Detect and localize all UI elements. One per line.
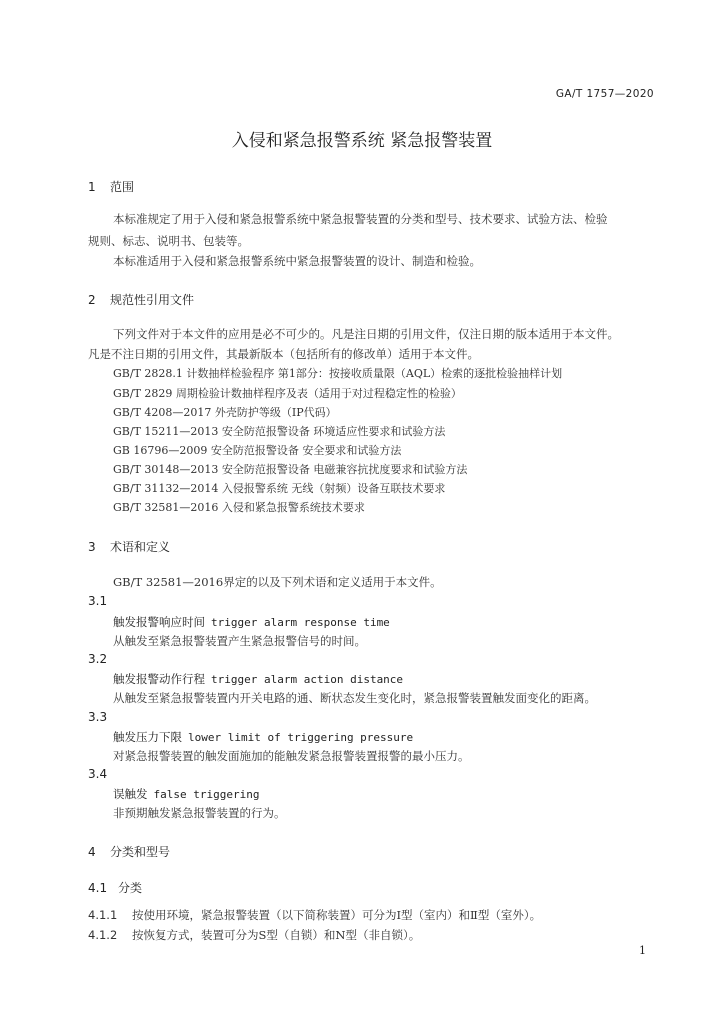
term-en: lower limit of triggering pressure: [188, 731, 414, 744]
term-definition: 对紧急报警装置的触发面施加的能触发紧急报警装置报警的最小压力。: [113, 749, 470, 763]
section-title: 分类和型号: [110, 845, 171, 859]
term-zh: 触发报警响应时间: [113, 615, 205, 629]
clause-text: 按恢复方式，装置可分为S型（自锁）和N型（非自锁）。: [132, 928, 421, 942]
reference-item: GB/T 2828.1 计数抽样检验程序 第1部分：按接收质量限（AQL）检索的逐批检验抽样计划: [113, 367, 563, 380]
term-entry: [113, 786, 259, 802]
section-title: 范围: [110, 180, 135, 194]
section-2-heading: [88, 291, 194, 308]
paragraph-line: GB/T 32581—2016界定的以及下列术语和定义适用于本文件。: [113, 575, 442, 589]
term-definition: 非预期触发紧急报警装置的行为。: [113, 806, 286, 820]
term-definition: 从触发至紧急报警装置产生紧急报警信号的时间。: [113, 634, 366, 648]
section-1-heading: [88, 178, 134, 195]
section-title: 规范性引用文件: [110, 293, 195, 307]
reference-item: GB/T 30148—2013 安全防范报警设备 电磁兼容抗扰度要求和试验方法: [113, 463, 468, 476]
term-en: trigger alarm action distance: [211, 673, 404, 686]
reference-item: GB/T 31132—2014 入侵报警系统 无线（射频）设备互联技术要求: [113, 482, 446, 495]
term-zh: 触发压力下限: [113, 730, 182, 744]
term-number: 3.2: [88, 652, 108, 666]
reference-item: GB 16796—2009 安全防范报警设备 安全要求和试验方法: [113, 444, 402, 457]
subsection-4-1-heading: [88, 879, 142, 896]
term-zh: 误触发: [113, 787, 148, 801]
section-number: 3: [88, 540, 96, 554]
document-title: 入侵和紧急报警系统 紧急报警装置: [231, 131, 493, 151]
subsection-title: 分类: [118, 881, 143, 895]
clause-number: 4.1.1: [88, 908, 118, 922]
section-number: 2: [88, 293, 96, 307]
subsection-number: 4.1: [88, 881, 108, 895]
term-entry: [113, 614, 390, 630]
clause-text: 按使用环境，紧急报警装置（以下简称装置）可分为Ⅰ型（室内）和Ⅱ型（室外）。: [132, 908, 542, 922]
term-zh: 触发报警动作行程: [113, 672, 205, 686]
section-number: 1: [88, 180, 96, 194]
reference-item: GB/T 4208—2017 外壳防护等级（IP代码）: [113, 406, 337, 419]
term-en: false triggering: [153, 788, 260, 801]
clause-number: 4.1.2: [88, 928, 118, 942]
term-number: 3.3: [88, 710, 108, 724]
clause-4-1-1: [88, 907, 541, 923]
clause-4-1-2: [88, 927, 420, 943]
reference-item: GB/T 15211—2013 安全防范报警设备 环境适应性要求和试验方法: [113, 425, 446, 438]
section-4-heading: [88, 843, 170, 860]
standard-code: GA/T 1757—2020: [555, 88, 654, 100]
reference-item: GB/T 2829 周期检验计数抽样程序及表（适用于对过程稳定性的检验）: [113, 387, 462, 400]
term-definition: 从触发至紧急报警装置内开关电路的通、断状态发生变化时，紧急报警装置触发面变化的距离。: [113, 691, 596, 705]
section-3-heading: [88, 538, 170, 555]
reference-item: GB/T 32581—2016 入侵和紧急报警系统技术要求: [113, 501, 365, 514]
paragraph-line: 凡是不注日期的引用文件，其最新版本（包括所有的修改单）适用于本文件。: [88, 347, 479, 361]
term-number: 3.4: [88, 767, 108, 781]
section-number: 4: [88, 845, 96, 859]
term-entry: [113, 671, 403, 687]
term-number: 3.1: [88, 594, 108, 608]
term-en: trigger alarm response time: [211, 616, 390, 629]
section-title: 术语和定义: [110, 540, 171, 554]
paragraph-line: 本标准规定了用于入侵和紧急报警系统中紧急报警装置的分类和型号、技术要求、试验方法、检验: [113, 212, 608, 226]
page-number: 1: [639, 944, 646, 957]
paragraph-line: 规则、标志、说明书、包装等。: [88, 234, 249, 248]
term-entry: [113, 729, 413, 745]
paragraph-line: 本标准适用于入侵和紧急报警系统中紧急报警装置的设计、制造和检验。: [113, 254, 481, 268]
paragraph-line: 下列文件对于本文件的应用是必不可少的。凡是注日期的引用文件，仅注日期的版本适用于本文件。: [113, 327, 619, 341]
